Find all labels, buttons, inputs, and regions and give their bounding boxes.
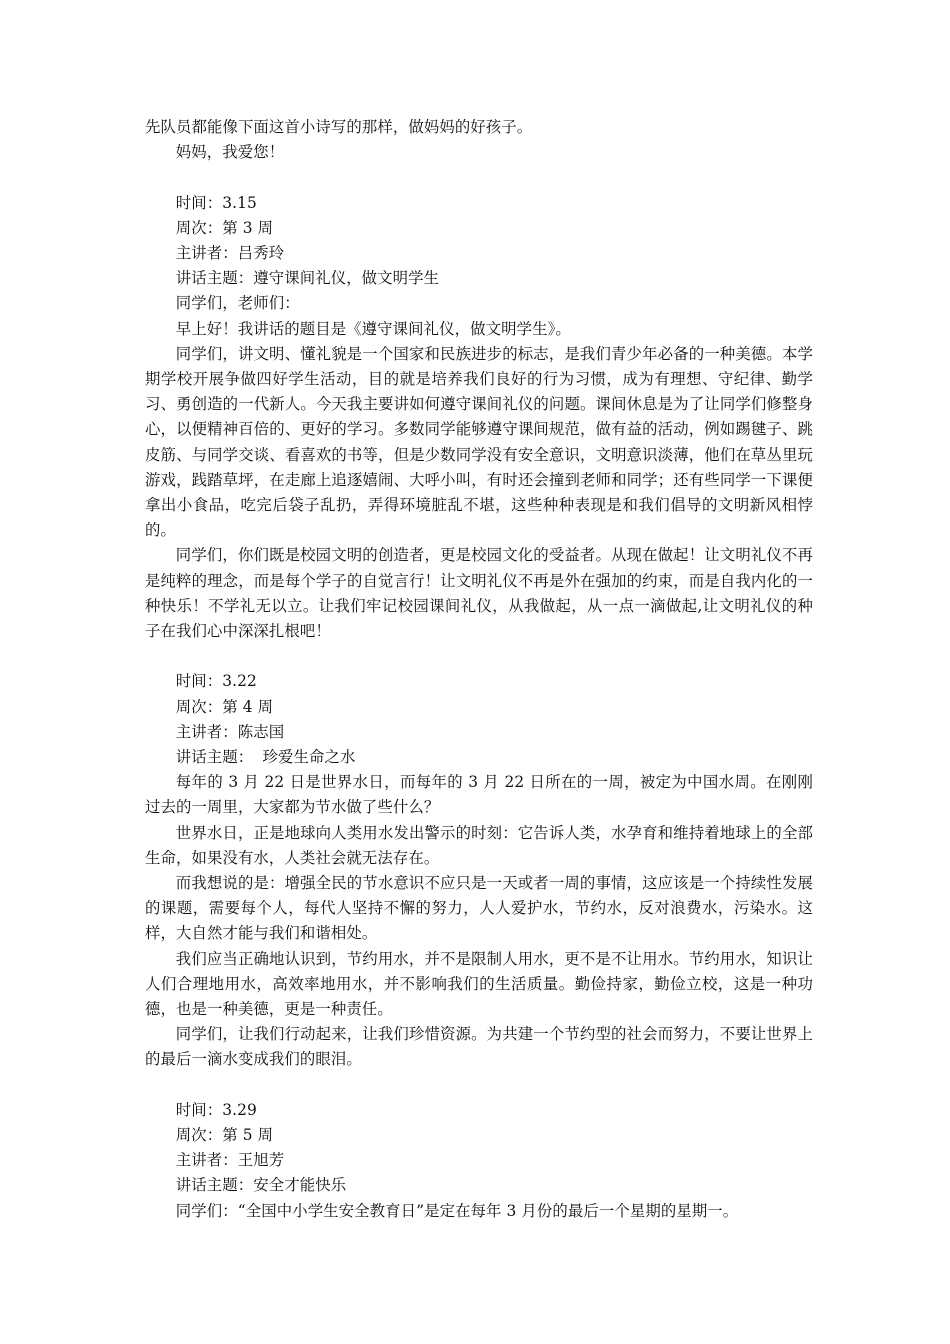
section-gap xyxy=(145,165,813,190)
document-page xyxy=(145,115,813,1224)
speech-week: 周次：第 4 周 xyxy=(175,697,274,716)
speech-paragraph: 而我想说的是：增强全民的节水意识不应只是一天或者一周的事情，这应该是一个持续性发展的课题，需要每个人，每代人坚持不懈的努力，人人爱护水，节约水，反对浪费水，污染水。这样，大自然才能与我们和谐相处。 xyxy=(145,874,813,943)
speech-time: 时间：3.15 xyxy=(175,193,257,212)
speech-paragraph: 我们应当正确地认识到，节约用水，并不是限制人用水，更不是不让用水。节约用水，知识让人们合理地用水，高效率地用水，并不影响我们的生活质量。勤俭持家，勤俭立校，这是一种功德，也是一种美德，更是一种责任。 xyxy=(145,949,813,1019)
speech-week: 周次：第 5 周 xyxy=(175,1126,274,1145)
speech-paragraph: 早上好！我讲话的题目是《遵守课间礼仪，做文明学生》。 xyxy=(175,319,571,338)
speech-time: 时间：3.29 xyxy=(175,1100,257,1119)
speech-paragraph: 同学们：“全国中小学生安全教育日”是定在每年 3 月份的最后一个星期的星期一。 xyxy=(175,1201,739,1220)
speech-topic-label: 讲话主题： xyxy=(175,748,254,767)
section-gap xyxy=(145,1073,813,1098)
speech-week: 周次：第 3 周 xyxy=(175,218,274,237)
speech-topic xyxy=(145,745,813,770)
speech-time: 时间：3.22 xyxy=(175,672,257,691)
speech-paragraph: 同学们，讲文明、懂礼貌是一个国家和民族进步的标志，是我们青少年必备的一种美德。本学期学校开展争做四好学生活动，目的就是培养我们良好的行为习惯，成为有理想、守纪律、勤学习、勇创造的一代新人。今天我主要讲如何遵守课间礼仪的问题。课间休息是为了让同学们修整身心，以便精神百倍的、更好的学习。多数同学能够遵守课间规范，做有益的活动，例如踢毽子、跳皮筋、与同学交谈、看喜欢的书等，但是少数同学没有安全意识，文明意识淡薄，他们在草丛里玩游戏，践踏草坪，在走廊上追逐嬉闹、大呼小叫，有时还会撞到老师和同学；还有些同学一下课便拿出小食品，吃完后袋子乱扔，弄得环境脏乱不堪，这些种种表现是和我们倡导的文明新风相悖的。 xyxy=(145,344,813,540)
speech-topic: 讲话主题：遵守课间礼仪，做文明学生 xyxy=(175,269,440,288)
speech-2 xyxy=(145,669,813,1072)
speech-speaker: 主讲者：陈志国 xyxy=(175,722,285,741)
speech-speaker: 主讲者：王旭芳 xyxy=(175,1151,285,1170)
speech-3 xyxy=(145,1098,813,1224)
speech-paragraph: 每年的 3 月 22 日是世界水日，而每年的 3 月 22 日所在的一周，被定为中国水周。在刚刚过去的一周里，大家都为节水做了些什么？ xyxy=(145,773,813,817)
speech-paragraph: 世界水日，正是地球向人类用水发出警示的时刻：它告诉人类，水孕育和维持着地球上的全部生命，如果没有水，人类社会就无法存在。 xyxy=(145,823,813,867)
speech-paragraph: 同学们，让我们行动起来，让我们珍惜资源。为共建一个节约型的社会而努力，不要让世界上的最后一滴水变成我们的眼泪。 xyxy=(145,1025,813,1069)
section-gap xyxy=(145,644,813,669)
speech-greeting: 同学们，老师们： xyxy=(175,294,300,313)
speech-topic-value: 珍爱生命之水 xyxy=(262,748,356,767)
speech-paragraph: 同学们，你们既是校园文明的创造者，更是校园文化的受益者。从现在做起！让文明礼仪不再是纯粹的理念，而是每个学子的自觉言行！让文明礼仪不再是外在强加的约束，而是自我内化的一种快乐！不学礼无以立。让我们牢记校园课间礼仪，从我做起，从一点一滴做起,让文明礼仪的种子在我们心中深深扎根吧！ xyxy=(145,546,813,641)
speech-topic: 讲话主题：安全才能快乐 xyxy=(175,1176,347,1195)
speech-speaker: 主讲者：吕秀玲 xyxy=(175,244,285,262)
intro-continued-line: 先队员都能像下面这首小诗写的那样，做妈妈的好孩子。 xyxy=(145,118,533,136)
poem-line: 妈妈，我爱您！ xyxy=(175,143,285,162)
speech-1 xyxy=(145,191,813,645)
